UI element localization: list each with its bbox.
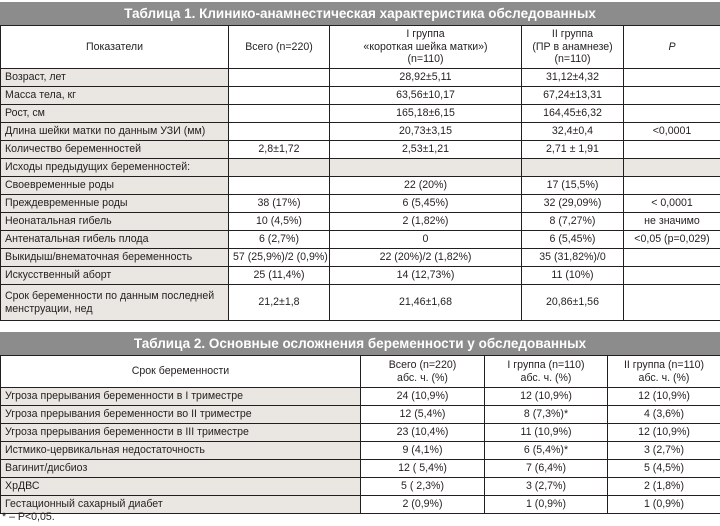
value-cell: 25 (11,4%) (229, 267, 330, 285)
header-group-1-line2: «короткая шейка матки») (363, 40, 488, 53)
value-cell: 1 (0,9%) (608, 496, 720, 514)
value-cell: 38 (17%) (229, 195, 330, 213)
value-cell: 14 (12,73%) (330, 267, 522, 285)
value-cell: 28,92±5,11 (330, 69, 522, 87)
value-cell: 8 (7,27%) (522, 213, 624, 231)
value-cell (229, 123, 330, 141)
table-row (1, 177, 720, 195)
value-cell: 32 (29,09%) (522, 195, 624, 213)
table-row (1, 249, 720, 267)
value-cell: 67,24±13,31 (522, 87, 624, 105)
header-group-2-line2: (ПР в анамнезе) (532, 40, 613, 53)
table-1 (0, 2, 720, 321)
value-cell: 9 (4,1%) (361, 442, 485, 460)
value-cell: 7 (6,4%) (485, 460, 608, 478)
row-label-cell: Возраст, лет (1, 69, 229, 87)
footnote: * – P<0,05. (2, 511, 55, 523)
value-cell: <0,0001 (624, 123, 720, 141)
row-label-cell: Выкидыш/внематочная беременность (1, 249, 229, 267)
value-cell: не значимо (624, 213, 720, 231)
header-total: Всего (n=220) (229, 26, 330, 69)
value-cell: 22 (20%)/2 (1,82%) (330, 249, 522, 267)
value-cell: 6 (5,4%)* (485, 442, 608, 460)
table-row (1, 285, 720, 321)
table-row (1, 231, 720, 249)
header-group-2 (608, 356, 720, 388)
value-cell (229, 105, 330, 123)
value-cell: 21,46±1,68 (330, 285, 522, 321)
row-label-cell: ХрДВС (1, 478, 361, 496)
table-1-title: Таблица 1. Клинико-анамнестическая характеристика обследованных (0, 2, 720, 25)
value-cell: 3 (2,7%) (485, 478, 608, 496)
value-cell: 12 ( 5,4%) (361, 460, 485, 478)
row-label-cell: Истмико-цервикальная недостаточность (1, 442, 361, 460)
value-cell: 0 (330, 231, 522, 249)
header-p: P (624, 26, 720, 69)
value-cell: 11 (10%) (522, 267, 624, 285)
value-cell: < 0,0001 (624, 195, 720, 213)
header-group-2-line3: (n=110) (554, 53, 591, 66)
header-group-2-line2: абс. ч. (%) (638, 371, 690, 384)
table-2-header-row (1, 356, 720, 388)
table-1-header-row (1, 26, 720, 69)
value-cell: 31,12±4,32 (522, 69, 624, 87)
row-label-cell: Вагинит/дисбиоз (1, 460, 361, 478)
row-label-cell: Количество беременностей (1, 141, 229, 159)
table-row (1, 195, 720, 213)
value-cell: 8 (7,3%)* (485, 406, 608, 424)
table-row (1, 460, 720, 478)
row-label-cell: Преждевременные роды (1, 195, 229, 213)
table-row (1, 87, 720, 105)
value-cell: 35 (31,82%)/0 (522, 249, 624, 267)
value-cell (522, 159, 624, 177)
value-cell: 2,8±1,72 (229, 141, 330, 159)
row-label-cell: Неонатальная гибель (1, 213, 229, 231)
header-group-1 (330, 26, 522, 69)
row-label-cell: Своевременные роды (1, 177, 229, 195)
value-cell: 6 (5,45%) (330, 195, 522, 213)
row-label-cell: Гестационный сахарный диабет (1, 496, 361, 514)
value-cell (624, 105, 720, 123)
value-cell: 2 (1,82%) (330, 213, 522, 231)
row-label-cell: Угроза прерывания беременности в I триместре (1, 388, 361, 406)
header-group-2-line1: II группа (n=110) (623, 359, 705, 371)
header-group-2-line1: II группа (551, 28, 594, 41)
value-cell: 4 (3,6%) (608, 406, 720, 424)
value-cell: 57 (25,9%)/2 (0,9%) (229, 249, 330, 267)
value-cell (624, 177, 720, 195)
value-cell: 5 (4,5%) (608, 460, 720, 478)
row-label-cell: Угроза прерывания беременности в III триместре (1, 424, 361, 442)
value-cell (624, 267, 720, 285)
value-cell: 2 (1,8%) (608, 478, 720, 496)
value-cell: 2,71 ± 1,91 (522, 141, 624, 159)
value-cell (624, 249, 720, 267)
value-cell: <0,05 (p=0,029) (624, 231, 720, 249)
row-label-cell: Длина шейки матки по данным УЗИ (мм) (1, 123, 229, 141)
value-cell: 6 (2,7%) (229, 231, 330, 249)
value-cell (624, 141, 720, 159)
value-cell: 32,4±0,4 (522, 123, 624, 141)
table-row (1, 123, 720, 141)
table-row (1, 141, 720, 159)
header-group-1-line2: абс. ч. (%) (520, 371, 572, 384)
value-cell: 20,86±1,56 (522, 285, 624, 321)
value-cell: 63,56±10,17 (330, 87, 522, 105)
value-cell: 12 (5,4%) (361, 406, 485, 424)
value-cell (624, 285, 720, 321)
table-row (1, 267, 720, 285)
value-cell: 6 (5,45%) (522, 231, 624, 249)
row-label-cell: Исходы предыдущих беременностей: (1, 159, 229, 177)
table-row (1, 213, 720, 231)
value-cell (229, 69, 330, 87)
value-cell: 12 (10,9%) (608, 388, 720, 406)
table-row (1, 442, 720, 460)
header-total (361, 356, 485, 388)
value-cell: 5 ( 2,3%) (361, 478, 485, 496)
header-total-line1: Всего (n=220) (388, 359, 457, 371)
header-group-1 (485, 356, 608, 388)
header-param: Показатели (1, 26, 229, 69)
value-cell: 20,73±3,15 (330, 123, 522, 141)
table-2-grid (0, 355, 720, 514)
header-group-1-line1: I группа (n=110) (507, 359, 585, 371)
table-row (1, 159, 720, 177)
value-cell: 164,45±6,32 (522, 105, 624, 123)
value-cell (330, 159, 522, 177)
value-cell: 22 (20%) (330, 177, 522, 195)
table-row (1, 478, 720, 496)
header-group-1-line1: I группа (406, 28, 445, 41)
value-cell: 165,18±6,15 (330, 105, 522, 123)
table-2 (0, 332, 720, 514)
table-row (1, 69, 720, 87)
row-label-cell: Рост, см (1, 105, 229, 123)
value-cell (624, 69, 720, 87)
table-2-title: Таблица 2. Основные осложнения беременности у обследованных (0, 332, 720, 355)
table-1-grid (0, 25, 720, 321)
row-label-cell: Угроза прерывания беременности во II триместре (1, 406, 361, 424)
table-row (1, 388, 720, 406)
value-cell: 10 (4,5%) (229, 213, 330, 231)
table-row (1, 424, 720, 442)
value-cell: 21,2±1,8 (229, 285, 330, 321)
value-cell: 17 (15,5%) (522, 177, 624, 195)
value-cell: 2 (0,9%) (361, 496, 485, 514)
table-row (1, 406, 720, 424)
table-row (1, 496, 720, 514)
header-total-line2: абс. ч. (%) (397, 371, 448, 384)
value-cell: 24 (10,9%) (361, 388, 485, 406)
value-cell: 2,53±1,21 (330, 141, 522, 159)
value-cell: 11 (10,9%) (485, 424, 608, 442)
value-cell (624, 159, 720, 177)
value-cell (229, 177, 330, 195)
value-cell: 12 (10,9%) (485, 388, 608, 406)
value-cell: 12 (10,9%) (608, 424, 720, 442)
row-label-cell: Срок беременности по данным последней менструации, нед (1, 285, 229, 321)
value-cell (229, 159, 330, 177)
value-cell: 1 (0,9%) (485, 496, 608, 514)
header-param: Срок беременности (1, 356, 361, 388)
value-cell: 3 (2,7%) (608, 442, 720, 460)
header-group-2 (522, 26, 624, 69)
table-row (1, 105, 720, 123)
value-cell: 23 (10,4%) (361, 424, 485, 442)
row-label-cell: Антенатальная гибель плода (1, 231, 229, 249)
header-group-1-line3: (n=110) (407, 53, 444, 66)
row-label-cell: Масса тела, кг (1, 87, 229, 105)
row-label-cell: Искусственный аборт (1, 267, 229, 285)
value-cell (229, 87, 330, 105)
value-cell (624, 87, 720, 105)
